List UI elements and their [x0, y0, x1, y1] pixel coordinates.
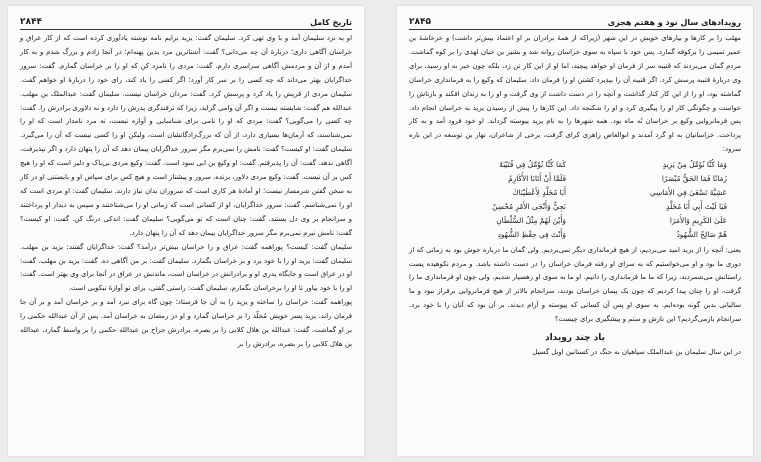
- paragraph: مهلب را بر کارها و بیارهای خویش در این شهر (زیراکه از همهٔ برادران بر او اعتماد بیش‌تر داشت) و خرخاشهٔ بن عمیر تمیمی را برکوفه گمارد. پس خود با سپاه به سوی خراسان روانه شد و بشیر بن حیان لهذی را بر کوه گماشت. مردم گمان می‌بردند که قتیبه سر از فرمان او خواهد پیچید، اما او از این کار تن زد، بلکه چون خبر به او رسید، برای وی دربارهٔ قتیبه پرسش کرد. اگر قتیبه آن را بپذیرد کشتن او را فرمان داد. سلیمان که وکیع را به فرمانداری خراسان گماشته بود، او را از این کار کنار گذاشت و آنچه را در دست داشت از وی گرفت و او را به زندان افکند و بازتاش را خواست و چگونگی کار او را پیگیری کرد و او را شکنجه داد. این کارها را پیش از رسیدن یزید به خراسان انجام داد. پس فرمانروایی وکیع بر خراسان نُه ماه بود. همه شهرها را به نام یزید پیوسته گرداند. او خود فرود آمد و به کار پرداخت. خراسانیان به او گرد آمدند و ابوالعاص زاهری کرای گرفت، برخی از شاعران، نهار بن توسعه در این باره سرود:: [409, 34, 741, 154]
- poem: [409, 157, 741, 243]
- left-page: [8, 6, 364, 456]
- chapter-title: رویدادهای سال نود و هفتم هجری: [607, 18, 741, 27]
- poem-hemistich: زَمَانًا فَمَا الحَقُّ مُبْصَرًا: [661, 174, 727, 184]
- paragraph: او به نزد سلیمان آمد و با وی تهی کرد. سلیمان گفت: یزید برایم نامه نوشته یادآوری کرده است که از کار عراق و خراسان آگاهی داری؛ دربارهٔ آن چه می‌دانی؟ گفت: آشناترین مرد بدین پهنه‌ام؛ در آنجا زادم و بزرگ شدم و به کار آمدم و از آن و مردمش آگاهی سراسری دارم. گفت: مردی را نامزد کن که او را بر خراسان گمارم. گفت: سرور خداگرایان بهتر می‌داند که چه کسی را بر سر کار آورد؛ اگر کسی را یاد کند، رای خود را دربارهٔ او خواهم گفت. سلیمان مردی از قریش را یاد کرد و پرسش کرد. گفت: مردان خراسان نیست. سلیمان گفت: عبدالملک بن مهلب. عبدالله هم گفت: شایسته نیست و اگر آن وامی گزاید، زیرا که ترفندگری پدرش را دارد و نه دلاوری برادرش را. گفت: چه کسی را می‌گویی؟ گفت: مردی که او را نامی برای شناسایی و آوازه نیست، نه مرد نامدار است که او را نمی‌شناسند، که آرمان‌ها بسیاری دارد، از آن که بزرگ‌زادگانشان است، ولیکن او را کسی نیست که آن را می‌گیرد. سلیمان گفت: او کیست؟ گفت: نامش را نمی‌برم مگر سرور خداگرایان پیمان دهد که آن را پنهان دارد و اگر نپذیرفت، آگاهی ندهد. گفت: آن را پذیرفتم. گفت: او وکیع بن ابی سود است. گفت: وکیع مردی بی‌باک و دلیر است که او را هیچ کس بر آن نیست. گفت: وکیع مردی دلاور، بزنده، سرور و پیشتاز است و هیچ کس برای سپاس او و بایستنی او در کار به سخن گفتن شرمسار نیست؛ او آمادهٔ هر کاری است که سروران بدان نیاز دارند. سلیمان گفت: او مردی است که او را نمی‌شناسم. گفت: سرور خداگرایان، او از کسانی است که زمانی او را می‌شناختند و سپس به دیدار او پرداختند و سرانجام بر وی دل بستند. گفت: چنان است که تو می‌گویی؟ سلیمان گفت: اندکی درنگ کن. گفت: او کیست؟ گفت: نامش نیرم نمی‌برم مگر سرور خداگرایان پیمان دهد که آن را پنهان دارد.: [20, 34, 352, 237]
- page-body: [20, 32, 352, 352]
- section-title: یاد چند رویداد: [544, 333, 606, 344]
- poem-hemistich: هُمْ صَالِحٌ الشُّهُودُ: [676, 229, 727, 239]
- poem-hemistich: وَأَنْتَ فِي حِفْظِ الشُّهُودِ: [497, 229, 566, 239]
- poem-hemistich: أَبَا مُخَلَّدٍ لِأَعْطَيْنَاكَ: [512, 187, 566, 197]
- page-body: [409, 32, 741, 360]
- poem-hemistich: وَمَا كُنَّا نُؤَمِّلُ مِنْ يَزِيدٍ: [662, 160, 727, 170]
- right-page: [397, 6, 753, 456]
- book-title: تاریخ کامل: [310, 18, 352, 27]
- poem-hemistich: نَجِيٌّ وَأَنْجَى الأَمْرِ مُحْسِنٌ: [492, 201, 566, 211]
- poem-hemistich: فَيَا لَيْتَ أَبِي أَبَا مُخَلَّدٍ: [666, 201, 727, 211]
- paragraph: پوراهمه گفت: خراسان را ساخته و یزید را به آن جا فرستاد؛ چون گاه برای نبرد آمد و بر خراسان آمد و بر آن جا فرمان راند. یزید پسر خویش مُخلّد را بر خراسان گمارد و او در رمضان به خراسان آمد. پس از آن عبدالله حکمی را بر او گماشت. گفت: عبدالله بن هلال کلابی را بر بصره، برادرش جراح بن عبدالله حکمی را بر واسط گمارد، عبدالله بن هلال کلابی را بر بصره، برادرش را بر: [20, 298, 352, 348]
- poem-hemistich: كَمَا كُنَّا نُؤَمِّلُ فِي قُتَيْبَهْ: [499, 160, 566, 170]
- paragraph: سلیمان گفت: کیست؟ پوراهمه گفت: عراق و را خراسان بیش‌تر درآمد؟ گفت: خداگرایان گفتند: یزید بن مهلب. سلیمان گفت: یزید او را با خود برد و بر خراسان بگمارد. سلیمان گفت: بر من آگاهی ده. گفت: یزید بن مهلب. گفت: او در عراق است و جایگاه پدری او و برادرانش در خراسان است، ماندنش در عراق در آنجا برای وی بهتر است. گفت: او را با خود بیاور تا او را برخراسان بگمارم. سلیمان گفت: راستی گفتی، برای تو آوازهٔ نیکویی است.: [20, 242, 352, 293]
- page-number: ۲۸۴۵: [409, 17, 431, 27]
- poem-hemistich: عَلَىٰ الكَرِيمِ وَالأُمَرَا: [669, 215, 727, 225]
- poem-hemistich: فَلَمَّا أَنْ أَتَانَا الأُكَارِمُ: [508, 174, 566, 184]
- paragraph: یعنی: آنچه را از یزید امید می‌بردیم، از هیچ فرمانداری دیگر نمی‌بردیم. ولی گمان ما درباره خوش بود به زمانی که از دوری ما بود و او می‌خواستیم که به سرای او رفته فرمان خراسان را در دست داشته باشد. و مردم نکوهیده پست راستانش می‌شمردند، زیرا که ما ما فرمانداری را دانیم. او ما به سوی او رهسپار شدیم. ولی چون او فرمانداری ما را گرفت، او را چنان پیدا کردیم که چون یک پیمان خراسان بودند، سرانجام بالاتر از هیچ فرمانروایی برفراز نبود و ما سالیانی بدین گونه بوده‌ایم. به سوی او پس آن کسانی که پیوسته و آرام دیدند، بر آن بود که آنان را با خود برد. سرانجام بازمی‌گردیم؟ این نازش و ستم و پیشگیری برای چیست؟: [409, 245, 741, 324]
- poem-hemistich: عَشِيَّةَ تَسْعَىٰ فِي الأَمَاسِي: [649, 187, 727, 197]
- page-header: [409, 14, 741, 30]
- page-header: [20, 14, 352, 30]
- paragraph: در این سال سلیمان بن عبدالملک سپاهیان به جنگ در کستانین اوبل گسیل: [532, 348, 741, 357]
- page-number: ۲۸۴۴: [20, 17, 42, 27]
- poem-hemistich: وَأَيْنَ لَهُمْ مِثْلُ السُّلْطَانِ: [496, 215, 566, 225]
